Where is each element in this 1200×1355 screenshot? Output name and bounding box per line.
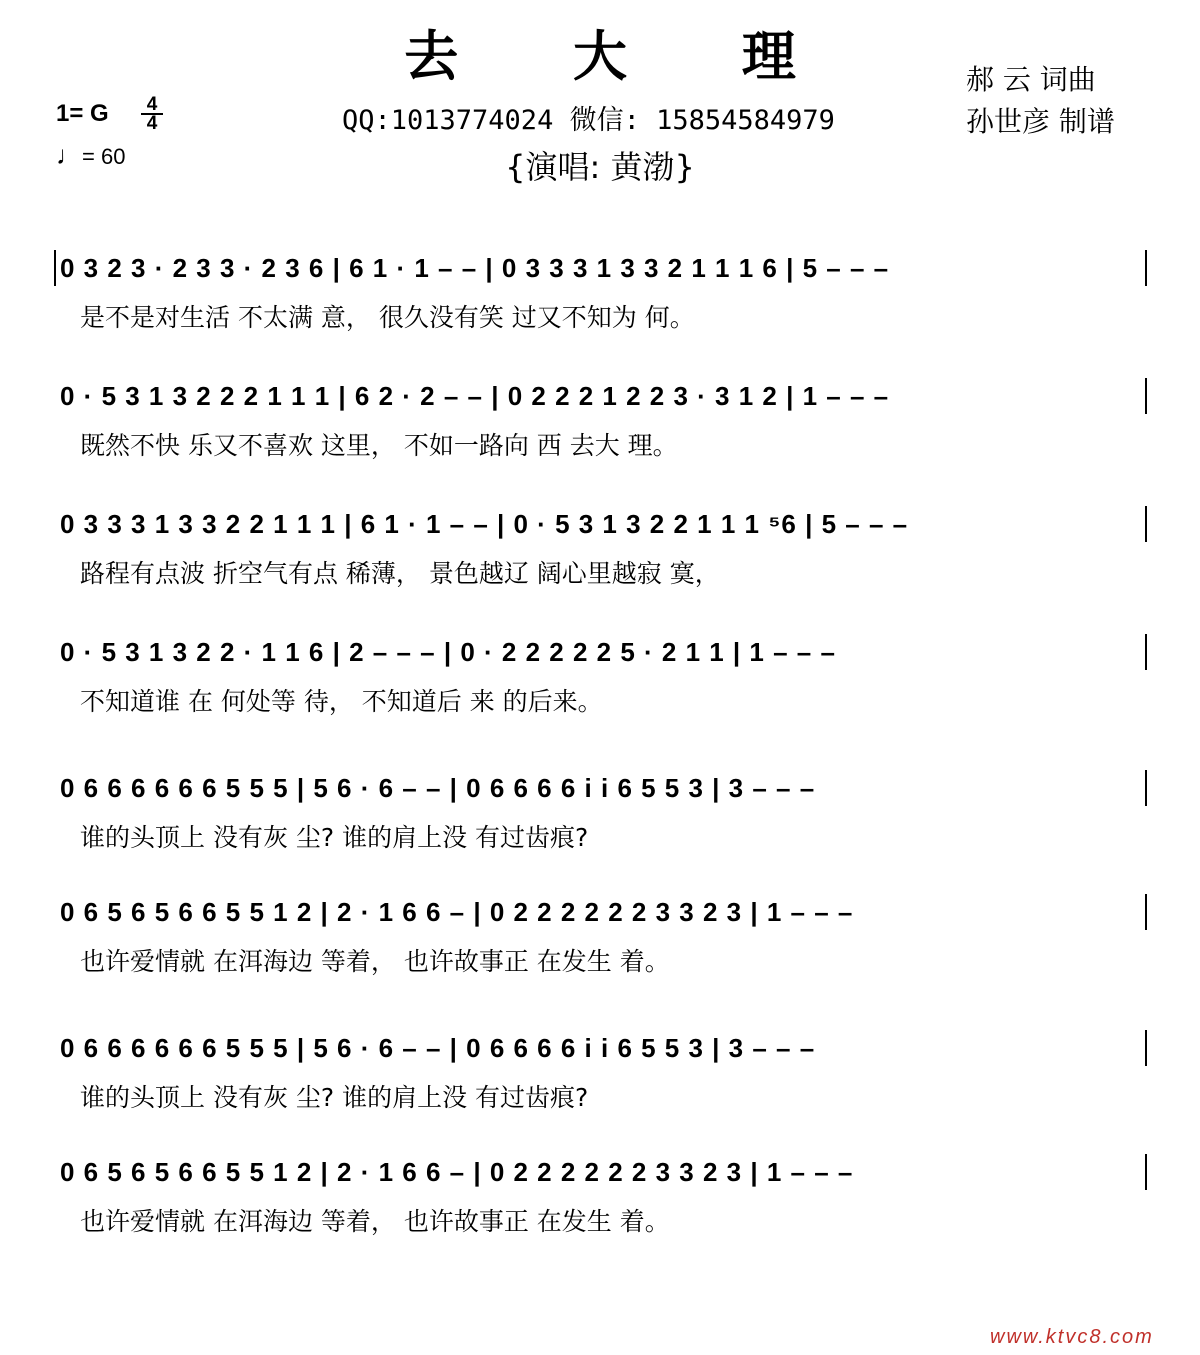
score-row-6	[0, 892, 1200, 1012]
lyric-line: 路程有点波 折空气有点 稀薄， 景色越辽 阔心里越寂 寞，	[80, 559, 720, 588]
lyricist-composer-credit: 郝 云 词曲	[966, 63, 1096, 96]
contact-info: QQ:1013774024 微信: 15854584979	[342, 105, 835, 136]
bar-line	[54, 250, 56, 286]
notation-line: 0 6 5 6 5 6 6 5 5 1 2 | 2 · 1 6 6 – | 0 2 2 2 2 2 2 3 3 2 3 | 1 – – –	[60, 1157, 854, 1187]
bar-line	[1145, 250, 1147, 286]
lyric-line: 既然不快 乐又不喜欢 这里， 不如一路向 西 去大 理。	[80, 431, 678, 460]
score-row-2	[0, 376, 1200, 496]
notation-line: 0 6 6 6 6 6 6 5 5 5 | 5 6 · 6 – – | 0 6 6 6 6 i i 6 5 5 3 | 3 – – –	[60, 1033, 816, 1063]
score-row-5	[0, 768, 1200, 888]
key-signature: 1= G	[56, 100, 109, 127]
notation-line: 0 · 5 3 1 3 2 2 2 1 1 1 | 6 2 · 2 – – | 0 2 2 2 1 2 2 3 · 3 1 2 | 1 – – –	[60, 381, 890, 411]
score-row-1	[0, 248, 1200, 368]
time-signature-top: 4	[141, 96, 163, 115]
score-row-3	[0, 504, 1200, 624]
score-row-7	[0, 1028, 1200, 1148]
singer-credit: {演唱: 黄渤}	[505, 148, 695, 186]
quarter-note-icon: ♩	[56, 140, 82, 170]
notation-line: 0 · 5 3 1 3 2 2 · 1 1 6 | 2 – – – | 0 · 2 2 2 2 2 5 · 2 1 1 | 1 – – –	[60, 637, 836, 667]
lyric-line: 谁的头顶上 没有灰 尘? 谁的肩上没 有过齿痕?	[80, 1083, 589, 1112]
transcriber-credit: 孙世彦 制谱	[966, 105, 1115, 138]
site-watermark: www.ktvc8.com	[990, 1326, 1154, 1348]
tempo-value: = 60	[82, 144, 126, 169]
time-signature-bottom: 4	[146, 113, 158, 134]
notation-line: 0 3 3 3 1 3 3 2 2 1 1 1 | 6 1 · 1 – – | 0 · 5 3 1 3 2 2 1 1 1 ⁵6 | 5 – – –	[60, 509, 909, 539]
notation-line: 0 3 2 3 · 2 3 3 · 2 3 6 | 6 1 · 1 – – | 0 3 3 3 1 3 3 2 1 1 1 6 | 5 – – –	[60, 253, 890, 283]
time-signature	[141, 96, 163, 132]
lyric-line: 是不是对生活 不太满 意， 很久没有笑 过又不知为 何。	[80, 303, 695, 332]
lyric-line: 不知道谁 在 何处等 待， 不知道后 来 的后来。	[80, 687, 603, 716]
song-title: 去 大 理	[404, 24, 844, 88]
lyric-line: 也许爱情就 在洱海边 等着， 也许故事正 在发生 着。	[80, 947, 670, 976]
lyric-line: 也许爱情就 在洱海边 等着， 也许故事正 在发生 着。	[80, 1207, 670, 1236]
notation-line: 0 6 5 6 5 6 6 5 5 1 2 | 2 · 1 6 6 – | 0 2 2 2 2 2 2 3 3 2 3 | 1 – – –	[60, 897, 854, 927]
score-row-4	[0, 632, 1200, 752]
score-row-8	[0, 1152, 1200, 1272]
lyric-line: 谁的头顶上 没有灰 尘? 谁的肩上没 有过齿痕?	[80, 823, 589, 852]
notation-line: 0 6 6 6 6 6 6 5 5 5 | 5 6 · 6 – – | 0 6 6 6 6 i i 6 5 5 3 | 3 – – –	[60, 773, 816, 803]
